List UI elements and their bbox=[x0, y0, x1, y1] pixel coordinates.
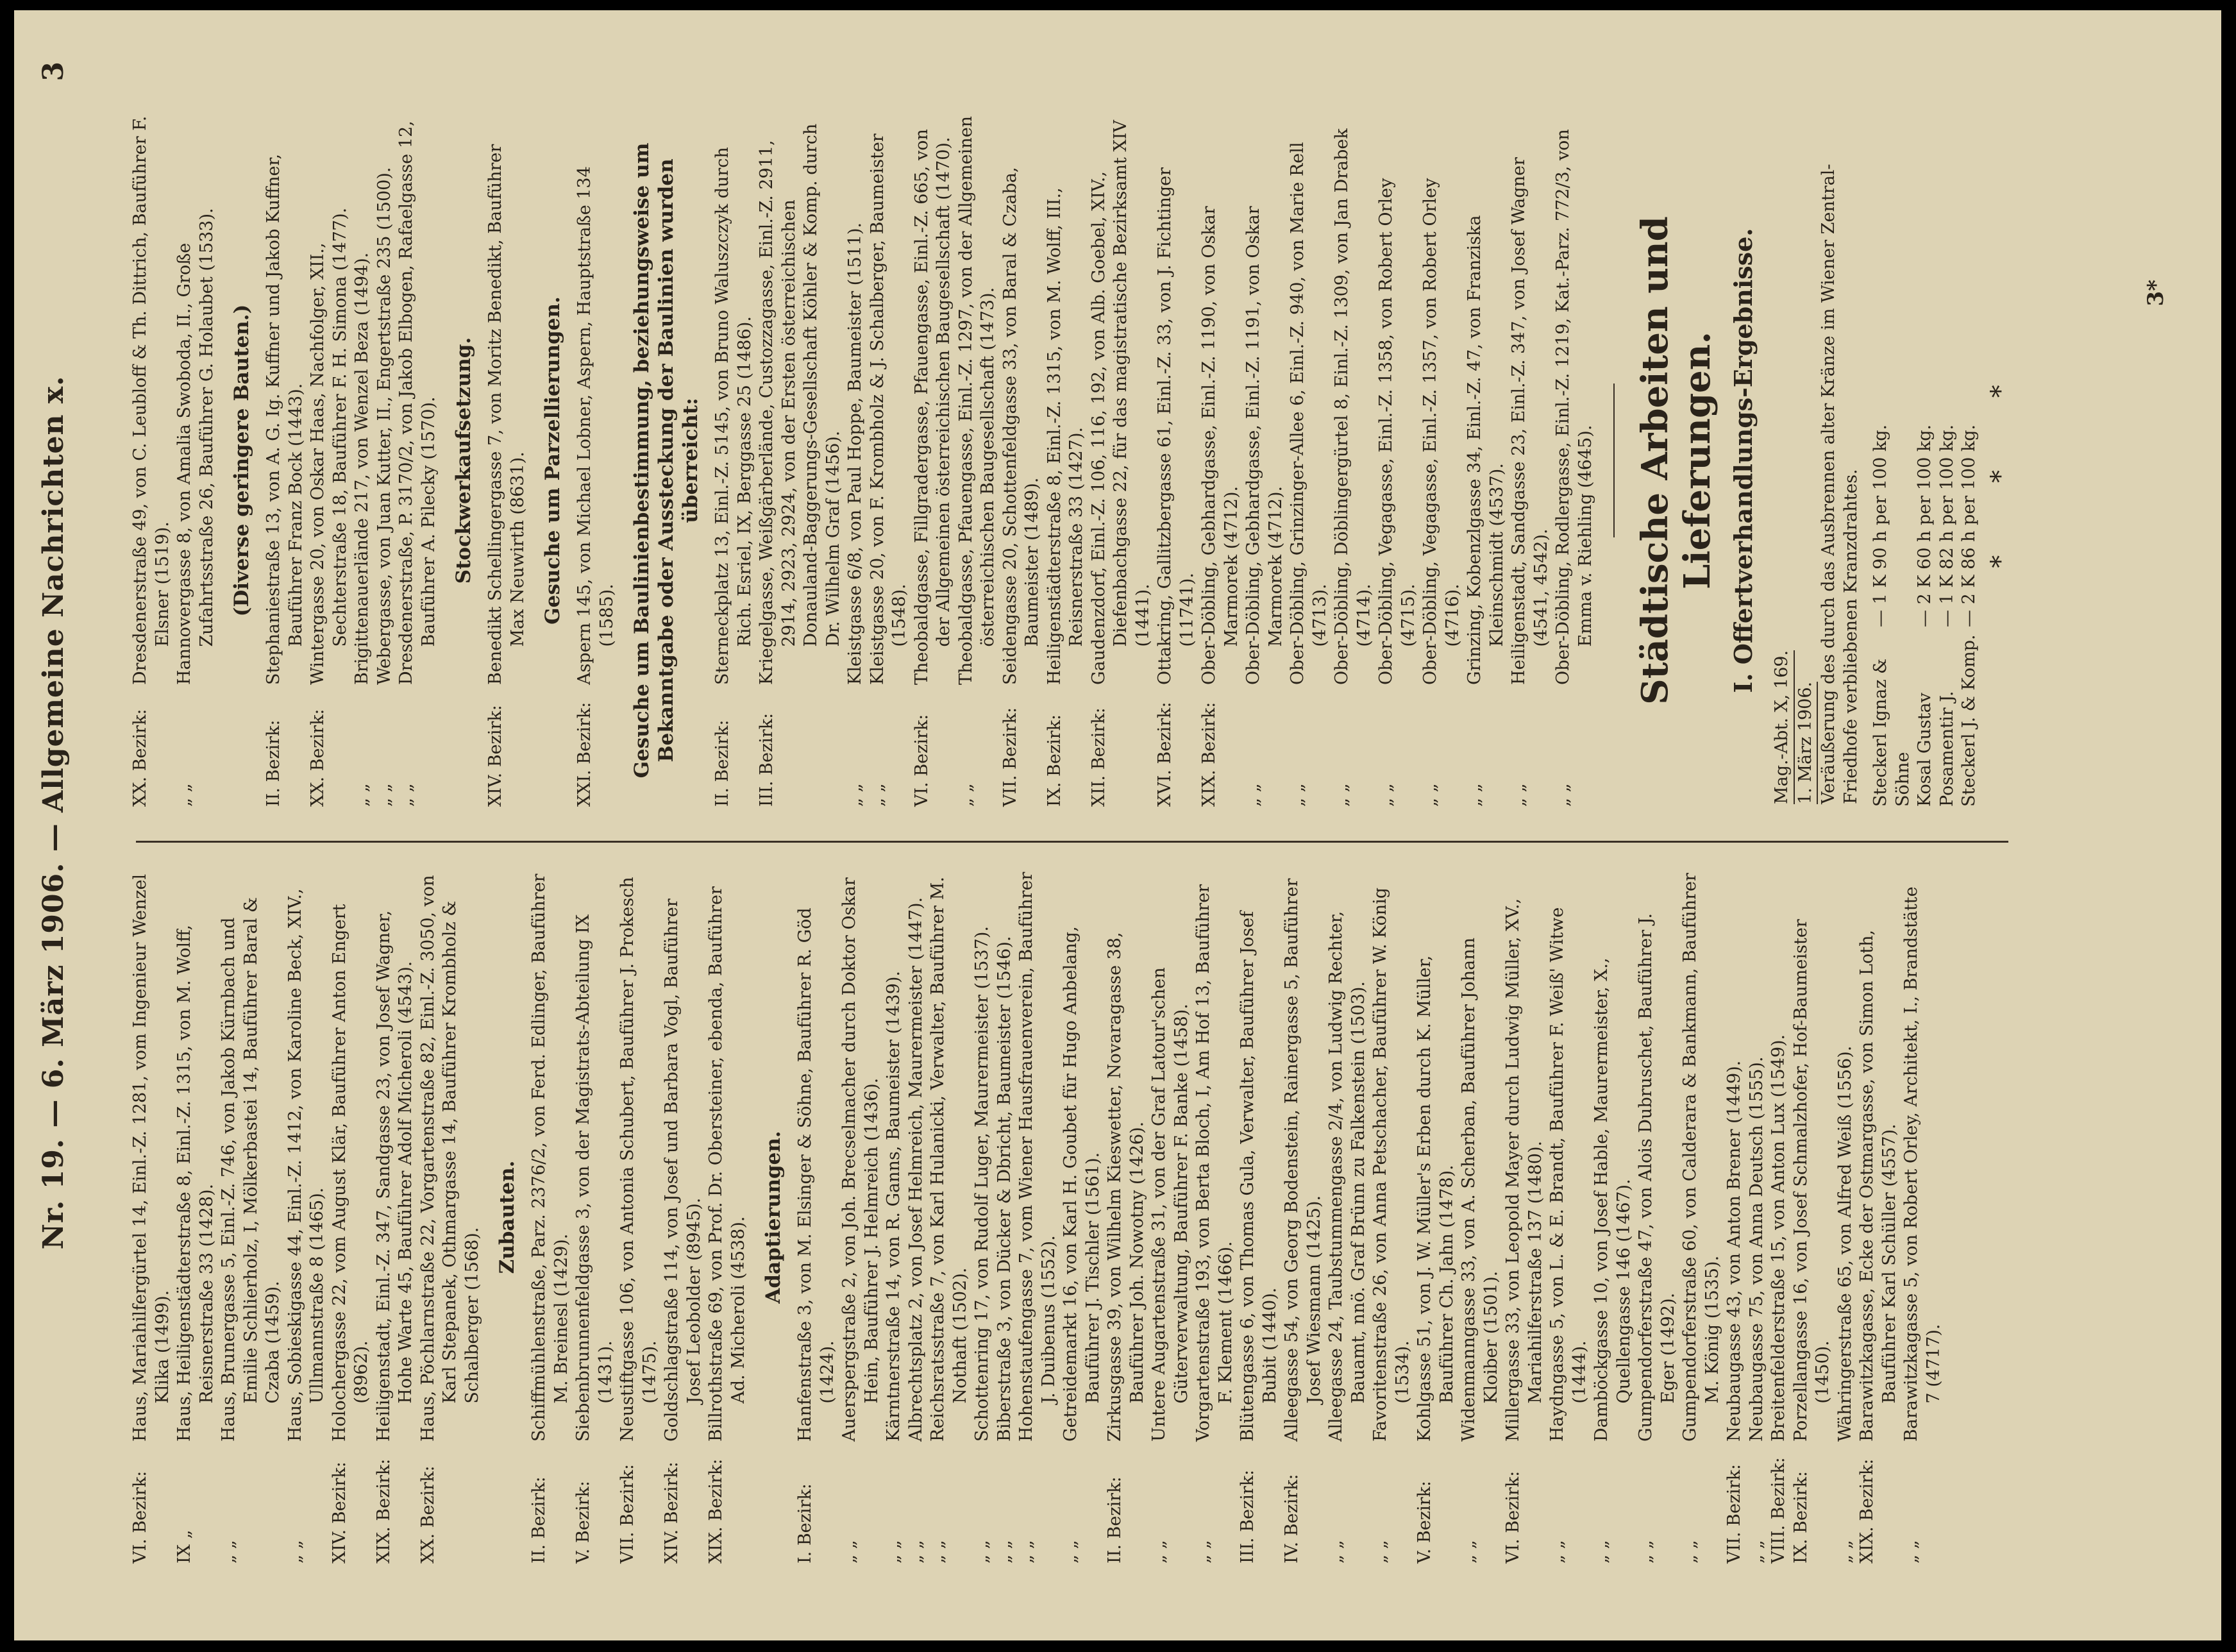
list-item bbox=[1000, 114, 1044, 807]
list-item bbox=[1331, 114, 1375, 807]
entry-label: XIV. Bezirk: bbox=[485, 705, 505, 807]
list-item bbox=[1502, 871, 1547, 1564]
section-title: Städtische Arbeiten und Lieferungen. bbox=[1634, 216, 1719, 705]
list-item bbox=[1552, 114, 1597, 807]
list-item bbox=[218, 871, 285, 1564]
list-item bbox=[1937, 319, 1959, 807]
entry-label: VII. Bezirk: bbox=[1724, 1463, 1744, 1564]
entry-label: III. Bezirk: bbox=[757, 712, 777, 807]
entry-label: IX. Bezirk: bbox=[1790, 1471, 1811, 1564]
entry-label: II. Bezirk: bbox=[712, 720, 732, 807]
entry-label: „ „ bbox=[285, 1540, 305, 1564]
list-item bbox=[1635, 871, 1679, 1564]
section-subtitle: I. Offertverhandlungs-Ergebnisse. bbox=[1729, 228, 1758, 693]
list-item bbox=[485, 114, 529, 807]
stockwerk-heading: Stockwerkaufsetzung. bbox=[452, 337, 475, 584]
rotated-page-content bbox=[14, 10, 2221, 1640]
entry-text: Schottenring 17, von Rudolf Luger, Maurermeister (1537). bbox=[972, 926, 992, 1442]
entry-text: Ober-Döbling, Grinzinger-Allee 6, Einl.-Z. 940, von Marie Rell (4713). bbox=[1288, 142, 1330, 685]
entry-text: Theobaldgasse, Fillgradergasse, Pfauengasse, Einl.-Z. 665, von der Allgemeinen österreichischen Baugesellschaft (1470). bbox=[911, 129, 954, 685]
entry-text: Albrechtsplatz 2, von Josef Helmreich, Maurermeister (1447). bbox=[905, 897, 926, 1442]
adaptierungen-list bbox=[794, 871, 1945, 1564]
list-item bbox=[1547, 871, 1591, 1564]
entry-text: Neubaugasse 75, von Anna Deutsch (1555). bbox=[1746, 1056, 1767, 1442]
offer-name: Kosal Gustav bbox=[1915, 693, 1935, 807]
offer-price: — 2 K 86 h per 100 kg. bbox=[1959, 424, 1979, 627]
entry-label: „ „ bbox=[1680, 1540, 1700, 1564]
list-item bbox=[351, 114, 374, 807]
baulinien-list bbox=[712, 114, 1597, 807]
entry-text: Aspern 145, von Michael Lobner, Aspern, Hauptstraße 134 (1585). bbox=[575, 166, 617, 685]
entry-text: Haus, Pöchlarnstraße 22, Vorgartenstraße 82, Einl.-Z. 3050, von Karl Stepanek, Othmargasse 14, Bauführer Krombholz & Schalberger (1568). bbox=[417, 875, 482, 1442]
entry-label: IV. Bezirk: bbox=[1282, 1474, 1302, 1564]
list-item bbox=[528, 871, 573, 1564]
entry-label: XX. Bezirk: bbox=[308, 709, 328, 807]
signature-mark: 3* bbox=[2143, 280, 2169, 307]
parzellierungen-heading: Gesuche um Parzellierungen. bbox=[541, 296, 564, 625]
entry-text: Kriegelgasse, Weißgärberlände, Custozzagasse, Einl.-Z. 2911, 2914, 2923, 2924, von der Ersten österreichischen Donauland-Baggerungs-Gesellschaft Köhler & Komp. durch Dr. Wilhelm Graf (1456). bbox=[757, 123, 843, 685]
entry-label: XIX. Bezirk: bbox=[1857, 1458, 1877, 1564]
section-rule bbox=[1613, 384, 1615, 537]
list-item bbox=[1679, 871, 1724, 1564]
entry-text: Zirkusgasse 39, von Wilhelm Kieswetter, Novaragasse 38, Bauführer Joh. Nowotny (1426). bbox=[1105, 932, 1147, 1442]
entry-label: „ „ bbox=[867, 783, 887, 807]
entry-label: „ „ bbox=[1835, 1540, 1855, 1564]
list-item bbox=[794, 871, 839, 1564]
offer-name: Posamentir J. bbox=[1937, 691, 1957, 807]
entry-label: „ „ bbox=[1420, 783, 1440, 807]
entry-text: Widenmanngasse 33, von A. Scherban, Bauführer Johann Kloiber (1501). bbox=[1459, 937, 1501, 1442]
list-item bbox=[1198, 114, 1243, 807]
list-item bbox=[329, 871, 373, 1564]
offer-price: — 1 K 90 h per 100 kg. bbox=[1870, 424, 1890, 627]
entry-label: XXI. Bezirk: bbox=[575, 702, 594, 807]
list-item bbox=[845, 114, 867, 807]
list-item bbox=[373, 871, 417, 1564]
list-item bbox=[927, 871, 971, 1564]
entry-text: Vorgartenstraße 193, von Berta Bloch, I, Am Hof 13, Bauführer F. Klement (1466). bbox=[1193, 884, 1236, 1442]
entry-text: Ober-Döbling, Gebhardgasse, Einl.-Z. 1191, von Oskar Marmorek (4712). bbox=[1243, 206, 1286, 685]
entry-label: XX. Bezirk: bbox=[130, 709, 150, 807]
entry-text: Neustiftgasse 106, von Antonia Schubert, Bauführer J. Prokesch (1475). bbox=[618, 877, 660, 1442]
list-item bbox=[1016, 871, 1060, 1564]
entry-label: II. Bezirk: bbox=[1105, 1476, 1125, 1564]
entry-label: V. Bezirk: bbox=[573, 1481, 593, 1564]
entry-label: II. Bezirk: bbox=[529, 1476, 549, 1564]
list-item bbox=[1193, 871, 1237, 1564]
entry-text: Gumpendorferstraße 60, von Calderara & Bankmann, Bauführer M. König (1535). bbox=[1680, 873, 1722, 1442]
entry-label: XIV. Bezirk: bbox=[662, 1462, 682, 1564]
entry-text: Wintergasse 20, von Oskar Haas, Nachfolger, XII., Sechterstraße 18, Bauführer F. H. Simona (1477). bbox=[308, 207, 350, 685]
page-number: 3 bbox=[37, 62, 70, 81]
entry-text: Haydngasse 5, von L. & E. Brandt, Bauführer F. Weiß' Witwe (1444). bbox=[1547, 907, 1590, 1442]
entry-label: „ „ bbox=[1746, 1540, 1767, 1564]
list-item bbox=[1420, 114, 1464, 807]
entry-label: „ „ bbox=[1288, 783, 1307, 807]
entry-text: Seidengasse 20, Schottenfeldgasse 33, von Baral & Czaba, Baumeister (1489). bbox=[1000, 167, 1042, 685]
entry-text: Ober-Döbling, Döblingergürtel 8, Einl.-Z. 1309, von Jan Drabek (4714). bbox=[1332, 128, 1374, 685]
entry-label: „ „ bbox=[955, 783, 976, 807]
list-item bbox=[1281, 871, 1325, 1564]
zubauten-heading: Zubauten. bbox=[496, 1160, 519, 1274]
entry-text: Auerspergstraße 2, von Joh. Brecselmacher durch Doktor Oskar Hein, Bauführer J. Helmreich (1436). bbox=[839, 877, 882, 1442]
entry-label: „ „ bbox=[1193, 1540, 1213, 1564]
entry-text: Ober-Döbling, Vegagasse, Einl.-Z. 1357, von Robert Orley (4716). bbox=[1420, 178, 1463, 685]
list-item bbox=[396, 114, 440, 807]
entry-text: Siebenbrunnenfeldgasse 3, von der Magistrats-Abteilung IX (1431). bbox=[573, 914, 616, 1442]
list-item bbox=[905, 871, 928, 1564]
meta-reference: Mag.-Abt. X, 169. bbox=[1771, 650, 1795, 804]
list-item bbox=[174, 114, 218, 807]
entry-label: „ „ bbox=[374, 783, 394, 807]
entry-text: Währingerstraße 65, von Alfred Weiß (1556). bbox=[1835, 1045, 1855, 1442]
entry-label: „ „ bbox=[1465, 783, 1484, 807]
entry-text: Haus, Mariahilfergürtel 14, Einl.-Z. 1281, vom Ingenieur Wenzel Klika (1499). bbox=[130, 873, 172, 1442]
entry-label: VIII. Bezirk: bbox=[1769, 1457, 1788, 1564]
entry-text: Hanfenstraße 3, von M. Elsinger & Söhne, Bauführer R. Göd (1424). bbox=[795, 907, 837, 1442]
list-item bbox=[1237, 871, 1281, 1564]
entry-text: Kleistgasse 20, von F. Krombholz & J. Schalberger, Baumeister (1548). bbox=[867, 133, 909, 685]
entry-text: Reichsratsstraße 7, von Karl Hulanicki, Verwalter, Bauführer M. Nothaft (1502). bbox=[928, 877, 970, 1442]
list-item bbox=[661, 871, 705, 1564]
meta-description: Veräußerung des durch das Ausbrennen alter Kränze im Wiener Zentral-Friedhofe verbliebenen Kranzdrahtes. bbox=[1819, 164, 1861, 804]
list-item bbox=[955, 114, 1000, 807]
entry-text: Goldschlagstraße 114, von Josef und Barbara Vogl, Bauführer Josef Leobolder (8945). bbox=[662, 898, 704, 1442]
offers-list bbox=[1870, 114, 1981, 807]
entry-text: Biberstraße 3, von Dücker & Dbricht, Baumeister (1546). bbox=[994, 936, 1014, 1442]
entry-text: Gumpendorferstraße 47, von Alois Dubruschet, Bauführer J. Eger (1492). bbox=[1636, 913, 1678, 1442]
list-item bbox=[1724, 871, 1746, 1564]
entry-text: Dresdenerstraße, P. 3170/2, von Jakob Elbogen, Rafaelgasse 12, Bauführer A. Pilecky (1570). bbox=[396, 121, 439, 685]
list-item bbox=[1768, 871, 1790, 1564]
entry-label: „ „ bbox=[884, 1540, 904, 1564]
entry-label: III. Bezirk: bbox=[1238, 1469, 1257, 1564]
offer-name: Steckerl Ignaz & Söhne bbox=[1870, 658, 1913, 807]
entry-text: Hohenstaufengasse 7, vom Wiener Hausfrauenverein, Bauführer J. Duibenus (1552). bbox=[1016, 872, 1059, 1442]
list-item bbox=[911, 114, 955, 807]
column-divider bbox=[136, 841, 2008, 843]
entry-text: Ottakring, Gallitzbergasse 61, Einl.-Z. 33, von J. Fichtinger (11741). bbox=[1155, 167, 1197, 685]
entry-label: II. Bezirk: bbox=[264, 720, 283, 807]
list-item bbox=[1856, 871, 1901, 1564]
list-item bbox=[1958, 319, 1981, 807]
list-item bbox=[712, 114, 756, 807]
list-item bbox=[867, 114, 911, 807]
entry-label: „ „ bbox=[1553, 783, 1573, 807]
entry-label: XII. Bezirk: bbox=[1088, 707, 1109, 807]
list-item bbox=[1060, 871, 1104, 1564]
page-header bbox=[37, 62, 95, 1564]
entry-text: Alleegasse 54, von Georg Bodenstein, Rainergasse 5, Bauführer Josef Wiesmann (1425). bbox=[1282, 878, 1324, 1442]
list-item bbox=[1088, 114, 1155, 807]
list-item bbox=[307, 114, 351, 807]
entry-text: Neubaugasse 43, von Anton Brener (1449). bbox=[1724, 1060, 1744, 1442]
list-item bbox=[1154, 114, 1198, 807]
entry-text: Alleegasse 24, Taubstummengasse 2/4, von Ludwig Rechter, Bauamt, nnö. Graf Brünn zu Falkenstein (1503). bbox=[1326, 911, 1368, 1442]
list-item bbox=[174, 871, 218, 1564]
entry-label: XVI. Bezirk: bbox=[1155, 702, 1175, 807]
entry-text: Damböckgasse 10, von Josef Hable, Maurermeister, X., Quellengasse 146 (1467). bbox=[1592, 957, 1634, 1442]
entry-text: Dresdenerstraße 49, von C. Leubloff & Th. Dittrich, Bauführer F. Elsner (1519). bbox=[130, 115, 172, 685]
list-item bbox=[573, 871, 617, 1564]
entry-text: Haus, Sobieskigasse 44, Einl.-Z. 1412, von Karoline Beck, XIV., Ullmannstraße 8 (1465). bbox=[285, 888, 327, 1442]
entry-text: Haus, Heiligenstädterstraße 8, Einl.-Z. 1315, von M. Wolff, Reisnerstraße 33 (1428). bbox=[174, 925, 217, 1442]
entry-text: Webergasse, von Juan Kutter, II., Engertstraße 235 (1500). bbox=[374, 167, 394, 685]
meta-date: 1. März 1906. bbox=[1795, 682, 1819, 804]
diverse-list bbox=[263, 114, 440, 807]
header-title: Nr. 19. — 6. März 1906. — Allgemeine Nachrichten x. bbox=[37, 375, 70, 1250]
entry-label: VII. Bezirk: bbox=[1000, 707, 1020, 807]
entry-label: VI. Bezirk: bbox=[1503, 1471, 1523, 1564]
entry-label: „ „ bbox=[1636, 1540, 1656, 1564]
entry-label: „ „ bbox=[1547, 1540, 1567, 1564]
entry-label: „ „ bbox=[1370, 1540, 1390, 1564]
entry-label: „ „ bbox=[1901, 1540, 1921, 1564]
entry-text: Barawitzkagasse 5, von Robert Orley, Architekt, I., Brandstätte 7 (4717). bbox=[1901, 886, 1944, 1442]
entry-label: „ „ bbox=[1332, 783, 1352, 807]
list-item bbox=[1464, 114, 1508, 807]
entry-label: XIX. Bezirk: bbox=[1199, 702, 1219, 807]
entry-label: I. Bezirk: bbox=[795, 1483, 815, 1564]
offer-price: — 1 K 82 h per 100 kg. bbox=[1937, 424, 1957, 627]
entry-text: Heiligenstadt, Sandgasse 23, Einl.-Z. 347, von Josef Wagner (4541, 4542). bbox=[1509, 157, 1551, 685]
list-item bbox=[1148, 871, 1193, 1564]
entry-label: „ „ bbox=[1326, 1540, 1346, 1564]
list-item bbox=[1508, 114, 1552, 807]
entry-text: Heiligenstadt, Einl.-Z. 347, Sandgasse 23, von Josef Wagner, Hohe Warte 45, Bauführer Adolf Micheroli (4543). bbox=[373, 910, 416, 1442]
list-item bbox=[971, 871, 994, 1564]
list-item bbox=[1458, 871, 1502, 1564]
entry-label: „ „ bbox=[839, 1540, 859, 1564]
entry-text: Schiffmühlenstraße, Parz. 2376/2, von Ferd. Edlinger, Bauführer M. Breinesl (1429). bbox=[529, 873, 571, 1442]
entry-label: „ „ bbox=[174, 783, 194, 807]
entry-text: Brigittenauerlände 217, von Wenzel Beza (1494). bbox=[352, 252, 372, 685]
list-item bbox=[839, 871, 883, 1564]
entry-text: Stephaniestraße 13, von A. G. Ig. Kuffner und Jakob Kuffner, Bauführer Franz Bock (1443). bbox=[264, 153, 306, 685]
list-item bbox=[574, 114, 618, 807]
zubauten-list bbox=[528, 871, 750, 1564]
entry-label: IX. Bezirk: bbox=[1044, 714, 1064, 807]
entry-label: VI. Bezirk: bbox=[911, 714, 932, 807]
list-item bbox=[130, 114, 174, 807]
entry-text: Porzellangasse 16, von Josef Schmalzhofer, Hof-Baumeister (1450). bbox=[1790, 919, 1833, 1442]
entry-label: „ „ bbox=[1061, 1540, 1080, 1564]
entry-label: „ „ bbox=[1592, 1540, 1611, 1564]
entry-label: VII. Bezirk: bbox=[618, 1463, 637, 1564]
list-item bbox=[417, 871, 484, 1564]
list-item bbox=[1243, 114, 1287, 807]
entry-label: „ „ bbox=[972, 1540, 992, 1564]
entry-label: „ „ bbox=[396, 783, 416, 807]
entry-label: „ „ bbox=[1459, 1540, 1479, 1564]
list-item bbox=[1104, 871, 1148, 1564]
entry-text: Theobaldgasse, Pfauengasse, Einl.-Z. 1297, von der Allgemeinen österreichischen Baugesellschaft (1473). bbox=[955, 115, 998, 685]
section-stars: * * * bbox=[1985, 353, 2015, 568]
entry-label: „ „ bbox=[352, 783, 372, 807]
entry-text: Kärntnerstraße 14, von R. Ganns, Baumeister (1439). bbox=[884, 970, 904, 1442]
entry-text: Ober-Döbling, Rodlergasse, Einl.-Z. 1219, Kat.-Parz. 772/3, von Emma v. Riehling (4645). bbox=[1553, 129, 1595, 685]
entry-label: XX. Bezirk: bbox=[417, 1465, 438, 1564]
list-item bbox=[994, 871, 1016, 1564]
entry-text: Ober-Döbling, Vegagasse, Einl.-Z. 1358, von Robert Orley (4715). bbox=[1376, 178, 1418, 685]
entry-text: Kleistgasse 6/8, von Paul Hoppe, Baumeister (1511). bbox=[845, 222, 865, 685]
entry-label: IX „ bbox=[174, 1530, 194, 1564]
list-item bbox=[1044, 114, 1088, 807]
entry-label: XIX. Bezirk: bbox=[373, 1458, 394, 1564]
entry-text: Grinzing, Kobenzlgasse 34, Einl.-Z. 47, von Franziska Kleinschmidt (4537). bbox=[1465, 215, 1507, 685]
list-item bbox=[1870, 319, 1914, 807]
entry-label: „ „ bbox=[1376, 783, 1396, 807]
list-item bbox=[1746, 871, 1769, 1564]
entry-text: Ober-Döbling, Gebhardgasse, Einl.-Z. 1190, von Oskar Marmorek (4712). bbox=[1199, 206, 1241, 685]
list-item bbox=[617, 871, 661, 1564]
list-item bbox=[1835, 871, 1857, 1564]
list-item bbox=[374, 114, 396, 807]
left-entries-top bbox=[130, 871, 483, 1564]
entry-label: „ „ bbox=[219, 1540, 239, 1564]
list-item bbox=[1414, 871, 1458, 1564]
list-item bbox=[1790, 871, 1835, 1564]
list-item bbox=[883, 871, 905, 1564]
entry-label: „ „ bbox=[1016, 1540, 1036, 1564]
entry-text: Kohlgasse 51, von J. W. Müller's Erben durch K. Müller, Bauführer Ch. Jahn (1478). bbox=[1415, 955, 1457, 1442]
entry-text: Barawitzkagasse, Ecke der Ostmargasse, von Simon Loth, Bauführer Karl Schüller (4557). bbox=[1857, 929, 1899, 1442]
entry-label: „ „ bbox=[1149, 1540, 1169, 1564]
entry-label: XIV. Bezirk: bbox=[329, 1462, 349, 1564]
entry-text: Blütengasse 6, von Thomas Gula, Verwalter, Bauführer Josef Bubit (1440). bbox=[1238, 911, 1280, 1442]
list-item bbox=[285, 871, 329, 1564]
list-item bbox=[263, 114, 307, 807]
entry-label: „ „ bbox=[928, 1540, 948, 1564]
entry-text: Untere Augartenstraße 31, von der Graf Latour'schen Güterverwaltung, Bauführer F. Banke (1458). bbox=[1149, 967, 1191, 1442]
list-item bbox=[130, 871, 174, 1564]
offer-price: — 2 K 60 h per 100 kg. bbox=[1915, 424, 1935, 627]
diverse-heading: (Diverse geringere Bauten.) bbox=[230, 304, 253, 617]
list-item bbox=[1914, 319, 1937, 807]
entry-text: Getreidemarkt 16, von Karl H. Goubet für Hugo Anbelang, Bauführer J. Tischler (1561). bbox=[1061, 926, 1103, 1442]
left-column bbox=[130, 871, 1945, 1564]
entry-label: „ „ bbox=[905, 1540, 926, 1564]
adaptierungen-heading: Adaptierungen. bbox=[762, 1131, 785, 1304]
offer-meta bbox=[1771, 114, 1862, 804]
offer-name: Steckerl J. & Komp. bbox=[1959, 634, 1979, 807]
entry-text: Favoritenstraße 26, von Anna Petschacher, Bauführer W. König (1534). bbox=[1370, 887, 1413, 1442]
list-item bbox=[756, 114, 845, 807]
entry-label: V. Bezirk: bbox=[1415, 1481, 1434, 1564]
entry-text: Haus, Brunergasse 5, Einl.-Z. 746, von Jakob Kürnbach und Emilie Schlierholz, I, Mölkerbastei 14, Bauführer Baral & Czaba (1459). bbox=[219, 897, 283, 1442]
entry-text: Heiligenstädterstraße 8, Einl.-Z. 1315, von M. Wolff, III., Reisnerstraße 33 (1427). bbox=[1044, 187, 1086, 685]
entry-text: Benedikt Schellingergasse 7, von Moritz Benedikt, Bauführer Max Neuwirth (8631). bbox=[485, 144, 528, 685]
list-item bbox=[1901, 871, 1945, 1564]
scanned-page bbox=[14, 10, 2221, 1640]
entry-text: Millergasse 33, von Leopold Mayer durch Ludwig Müller, XV., Mariahilferstraße 137 (1480). bbox=[1503, 898, 1545, 1442]
entry-label: „ „ bbox=[1509, 783, 1529, 807]
right-entries-top bbox=[130, 114, 218, 807]
entry-label: „ „ bbox=[994, 1540, 1014, 1564]
entry-label: VI. Bezirk: bbox=[130, 1471, 150, 1564]
entry-text: Hannovergasse 8, von Amalia Swoboda, II., Große Zufahrtsstraße 26, Bauführer G. Holaubet (1533). bbox=[174, 208, 217, 685]
entry-label: „ „ bbox=[1243, 783, 1263, 807]
entry-text: Holochergasse 22, vom August Klär, Bauführer Anton Engert (8962). bbox=[329, 904, 371, 1442]
entry-text: Billrothstraße 69, von Prof. Dr. Obersteiner, ebenda, Bauführer Ad. Micheroli (4538). bbox=[706, 886, 748, 1442]
list-item bbox=[1325, 871, 1370, 1564]
list-item bbox=[705, 871, 750, 1564]
entry-label: „ „ bbox=[845, 783, 865, 807]
entry-text: Gaudenzdorf, Einl.-Z. 106, 116, 192, von Alb. Goebel, XIV., Diefenbachgasse 22, für das magistratische Bezirksamt XIV (1441). bbox=[1088, 120, 1153, 685]
entry-text: Sterneckplatz 13, Einl.-Z. 5145, von Bruno Waluszczyk durch Rich. Esriel, IX, Berggasse 25 (1486). bbox=[712, 147, 755, 685]
list-item bbox=[1287, 114, 1331, 807]
list-item bbox=[1591, 871, 1635, 1564]
list-item bbox=[1375, 114, 1420, 807]
baulinien-heading: Gesuche um Baulinienbestimmung, beziehungsweise um Bekanntgabe oder Aussteckung der Baulinien wurden überreicht: bbox=[630, 142, 702, 779]
entry-label: XIX. Bezirk: bbox=[706, 1458, 726, 1564]
right-column bbox=[130, 114, 2015, 807]
list-item bbox=[1370, 871, 1414, 1564]
entry-text: Breitenfelderstraße 15, von Anton Lux (1549). bbox=[1769, 1034, 1788, 1442]
